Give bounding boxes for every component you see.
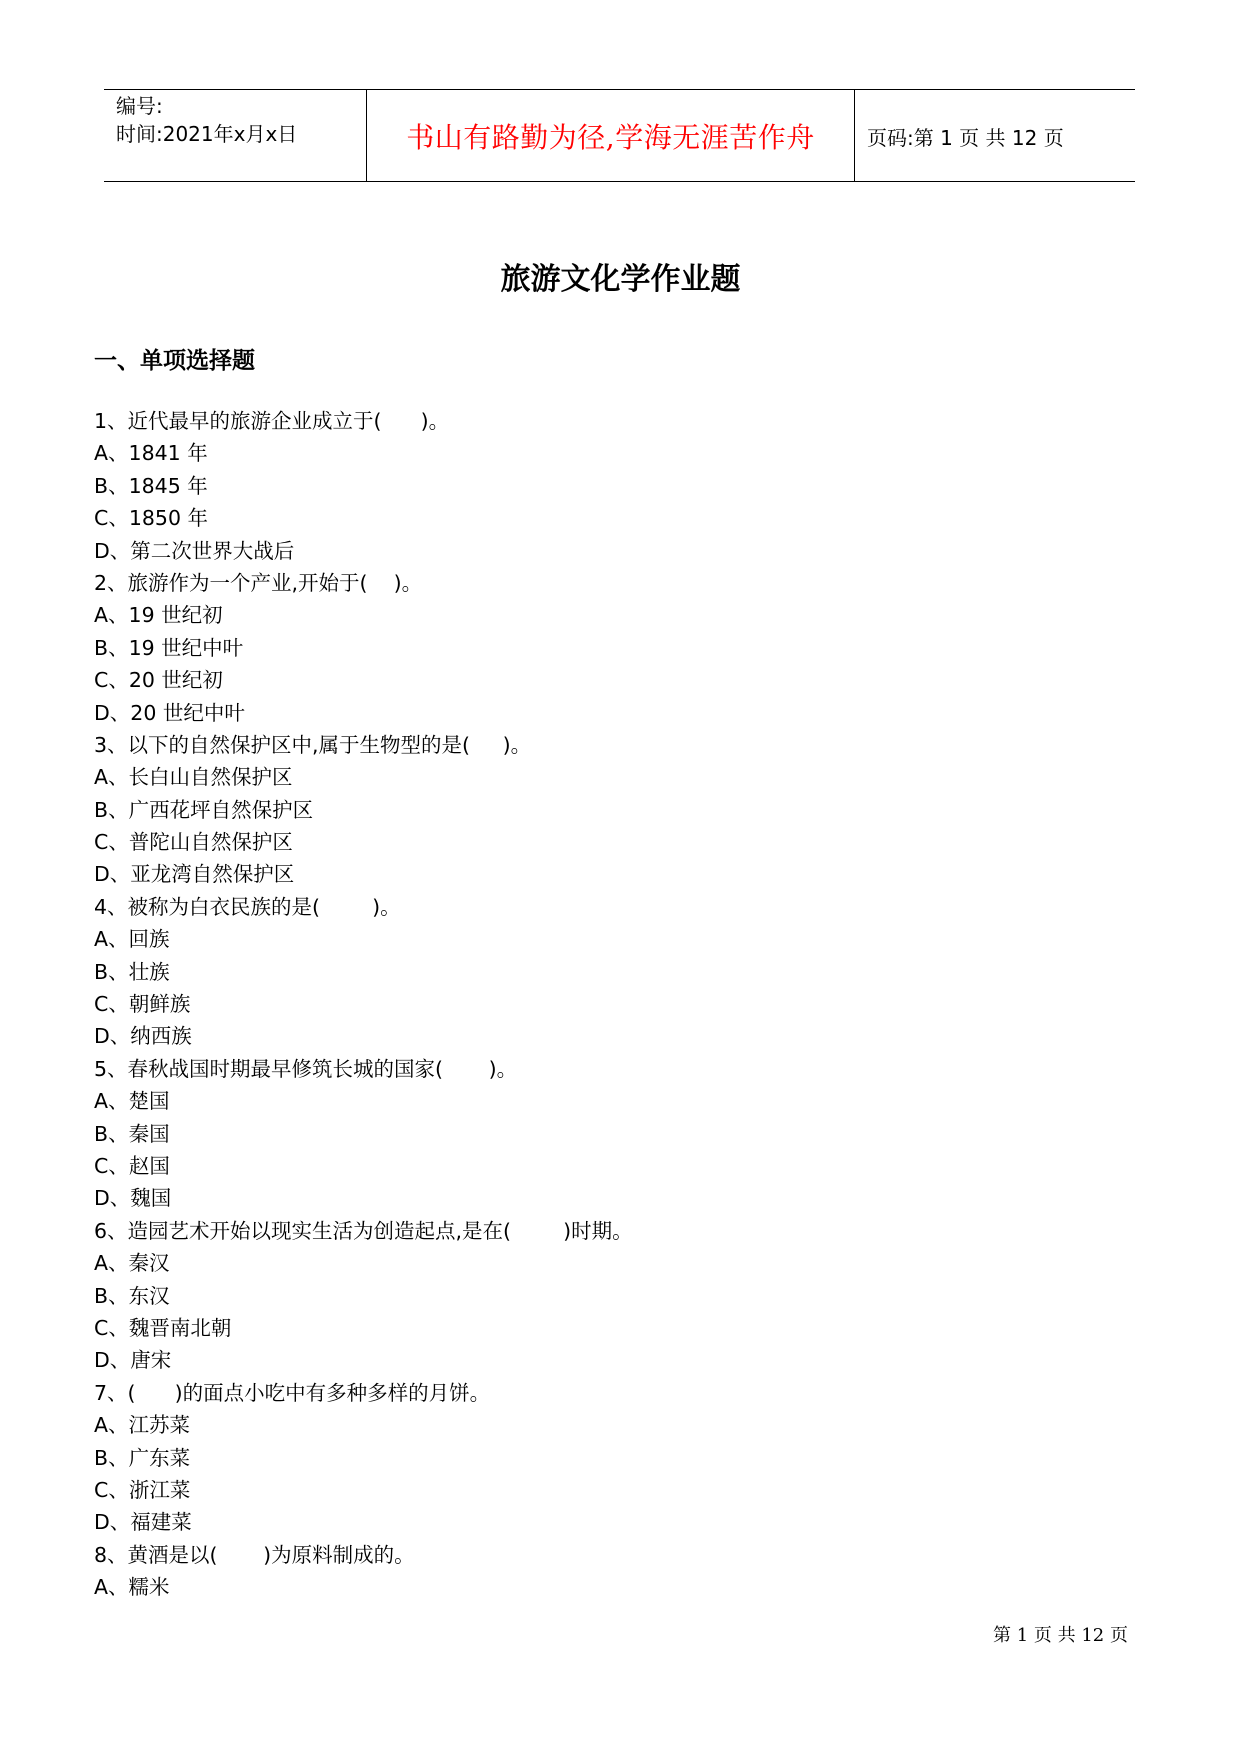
answer-option: D、唐宋 — [94, 1348, 172, 1373]
time-label: 时间:2021年x月x日 — [116, 122, 298, 146]
answer-option: B、广东菜 — [94, 1445, 191, 1470]
number-label: 编号: — [116, 94, 163, 118]
section-title: 一、单项选择题 — [94, 348, 255, 374]
answer-option: A、糯米 — [94, 1575, 170, 1600]
header-info-cell — [104, 90, 367, 181]
question-text: 8、黄酒是以( )为原料制成的。 — [94, 1542, 415, 1567]
answer-option: C、朝鲜族 — [94, 992, 191, 1017]
answer-option: C、1850 年 — [94, 506, 209, 531]
question-text: 6、造园艺术开始以现实生活为创造起点,是在( )时期。 — [94, 1218, 633, 1243]
question-text: 5、春秋战国时期最早修筑长城的国家( )。 — [94, 1056, 518, 1081]
answer-option: D、亚龙湾自然保护区 — [94, 862, 295, 887]
answer-option: C、赵国 — [94, 1153, 170, 1178]
page-info: 页码:第 1 页 共 12 页 — [867, 126, 1064, 150]
answer-option: A、长白山自然保护区 — [94, 765, 293, 790]
header-motto-cell — [367, 90, 855, 181]
question-list — [94, 405, 1154, 1603]
answer-option: B、壮族 — [94, 959, 170, 984]
answer-option: A、19 世纪初 — [94, 603, 223, 628]
answer-option: C、浙江菜 — [94, 1477, 191, 1502]
document-title: 旅游文化学作业题 — [500, 262, 741, 297]
answer-option: A、回族 — [94, 927, 170, 952]
answer-option: D、福建菜 — [94, 1510, 192, 1535]
answer-option: B、秦国 — [94, 1121, 170, 1146]
answer-option: A、秦汉 — [94, 1251, 170, 1276]
answer-option: B、东汉 — [94, 1283, 170, 1308]
answer-option: A、江苏菜 — [94, 1413, 191, 1438]
answer-option: A、1841 年 — [94, 441, 208, 466]
page-footer: 第 1 页 共 12 页 — [993, 1625, 1128, 1646]
question-text: 7、( )的面点小吃中有多种多样的月饼。 — [94, 1380, 491, 1405]
answer-option: B、1845 年 — [94, 473, 208, 498]
question-text: 3、以下的自然保护区中,属于生物型的是( )。 — [94, 732, 532, 757]
motto-text: 书山有路勤为径,学海无涯苦作舟 — [406, 121, 815, 154]
answer-option: C、魏晋南北朝 — [94, 1315, 232, 1340]
header-page-cell — [855, 90, 1135, 181]
answer-option: A、楚国 — [94, 1089, 170, 1114]
answer-option: D、第二次世界大战后 — [94, 538, 295, 563]
page-header — [104, 89, 1135, 182]
question-text: 2、旅游作为一个产业,开始于( )。 — [94, 570, 423, 595]
answer-option: B、广西花坪自然保护区 — [94, 797, 314, 822]
answer-option: D、20 世纪中叶 — [94, 700, 245, 725]
answer-option: C、20 世纪初 — [94, 668, 223, 693]
answer-option: C、普陀山自然保护区 — [94, 830, 293, 855]
question-text: 4、被称为白衣民族的是( )。 — [94, 894, 401, 919]
answer-option: D、纳西族 — [94, 1024, 192, 1049]
answer-option: B、19 世纪中叶 — [94, 635, 244, 660]
answer-option: D、魏国 — [94, 1186, 172, 1211]
question-text: 1、近代最早的旅游企业成立于( )。 — [94, 409, 450, 433]
